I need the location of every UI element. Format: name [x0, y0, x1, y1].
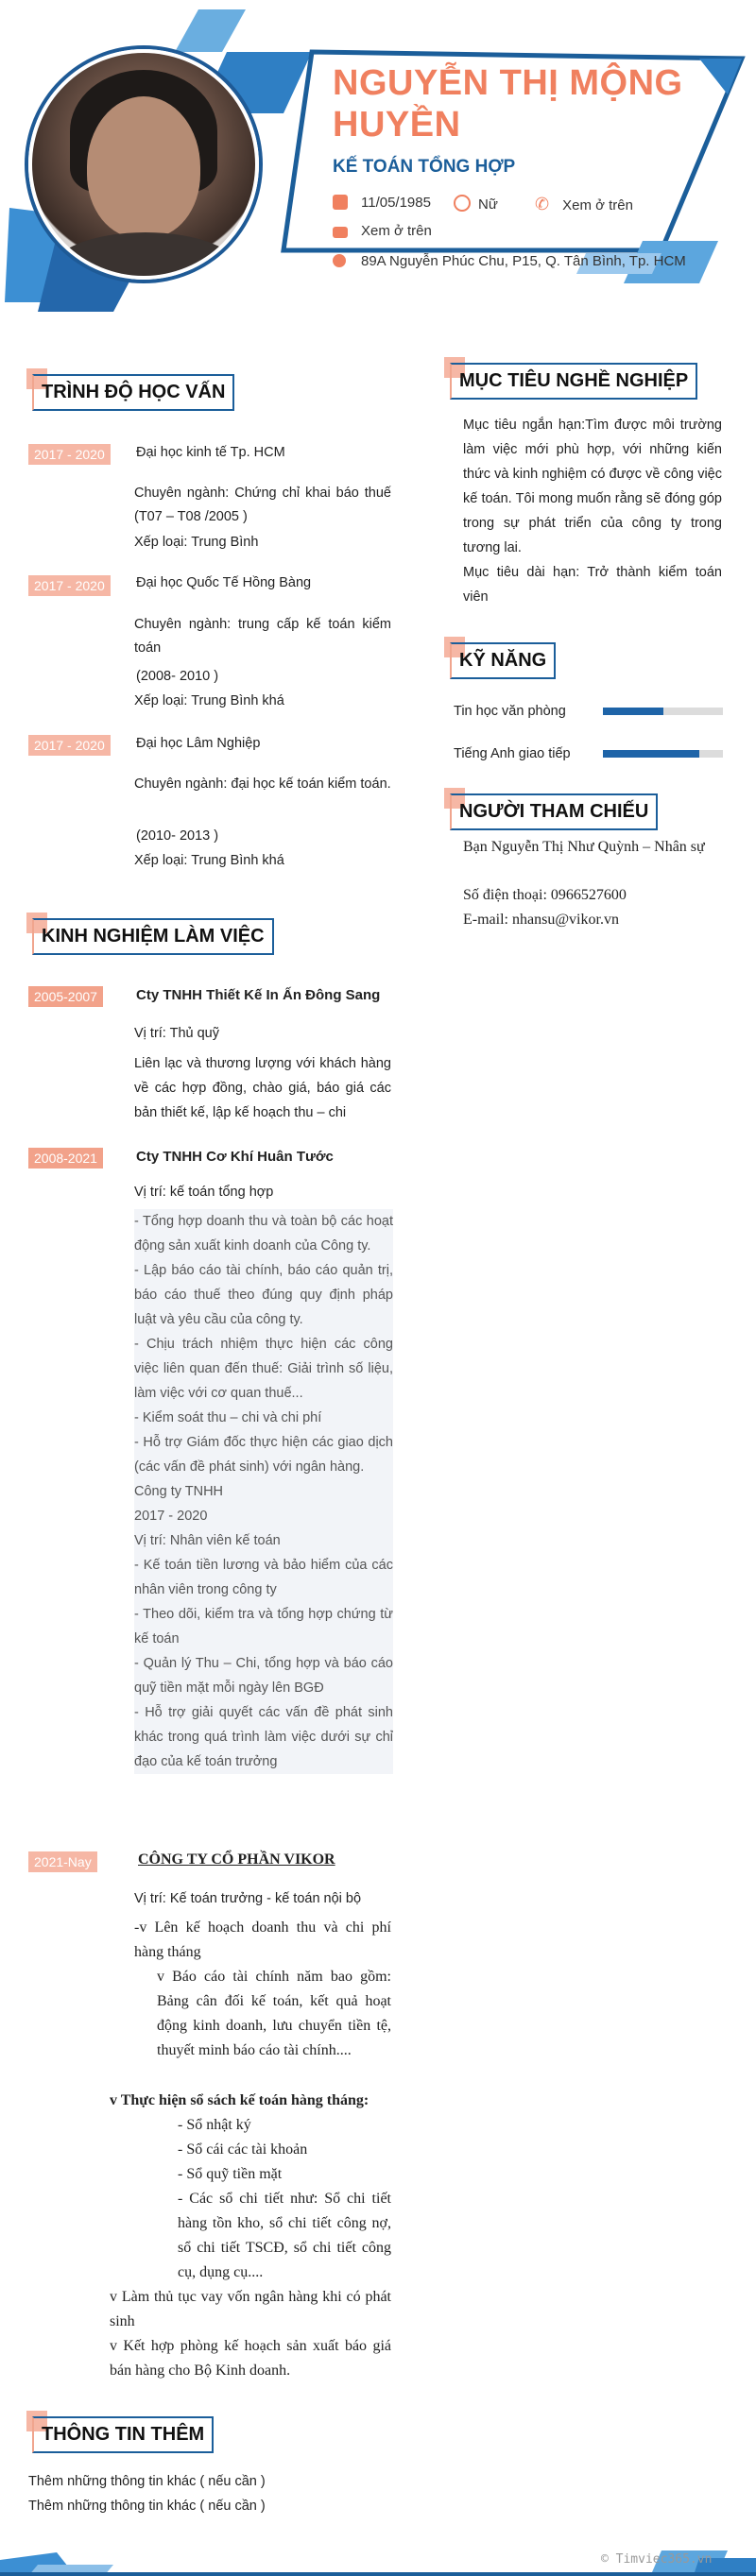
phone-icon: ✆	[535, 195, 550, 213]
location-icon	[333, 254, 346, 267]
objective-short: Mục tiêu ngắn hạn:Tìm được môi trường làm việc mới phù hợp, với những kiến thức và kinh nghiệm có được về công việc kế toán. Tôi mong muốn rằng sẽ đóng góp trong sự phát triển của công ty trong tương lai.	[463, 418, 722, 555]
job3-position: Vị trí: Kế toán trưởng - kế toán nội bộ	[134, 1891, 362, 1906]
email-icon	[333, 227, 348, 238]
skill-2-name: Tiếng Anh giao tiếp	[454, 746, 571, 761]
birthday-row	[333, 195, 431, 211]
candidate-name: NGUYỄN THỊ MỘNG HUYỀN	[333, 63, 683, 145]
job3-item3: v Thực hiện sổ sách kế toán hàng tháng:	[110, 2092, 369, 2108]
reference-phone: Số điện thoại: 0966527600	[463, 887, 627, 903]
job3-sub3: - Sổ quỹ tiền mặt	[178, 2166, 283, 2182]
skill-2-bar	[603, 750, 723, 758]
more-line-2: Thêm những thông tin khác ( nếu cần )	[28, 2499, 266, 2514]
job2-line: - Kiểm soát thu – chi và chi phí	[134, 1410, 322, 1425]
edu1-date: 2017 - 2020	[28, 444, 111, 465]
job3-item1: -v Lên kế hoạch doanh thu và chi phí hàng tháng	[134, 1919, 391, 1960]
job1-date: 2005-2007	[28, 986, 103, 1007]
job2-company: Cty TNHH Cơ Khí Huân Tước	[136, 1149, 334, 1165]
edu2-major: Chuyên ngành: trung cấp kế toán kiểm toán	[134, 617, 391, 656]
gender-icon	[454, 195, 471, 212]
edu2-school: Đại học Quốc Tế Hồng Bàng	[136, 575, 312, 590]
job2-position: Vị trí: kế toán tổng hợp	[134, 1185, 274, 1200]
more-line-1: Thêm những thông tin khác ( nếu cần )	[28, 2474, 266, 2489]
job2-line: - Quản lý Thu – Chi, tổng hợp và báo cáo quỹ tiền mặt mỗi ngày lên BGĐ	[134, 1656, 393, 1696]
job2-date: 2008-2021	[28, 1148, 103, 1169]
edu2-date: 2017 - 2020	[28, 575, 111, 596]
skill-1-bar	[603, 708, 723, 715]
job3-item4: v Làm thủ tục vay vốn ngân hàng khi có phát sinh	[110, 2289, 391, 2329]
email: Xem ở trên	[361, 223, 432, 239]
gender: Nữ	[478, 196, 498, 213]
gender-row	[454, 195, 498, 213]
skill-1-name: Tin học văn phòng	[454, 704, 566, 719]
job3-sub2: - Sổ cái các tài khoản	[178, 2141, 308, 2158]
job3-date: 2021-Nay	[28, 1851, 97, 1872]
job2-line: - Chịu trách nhiệm thực hiện các công việc liên quan đến thuế: Giải trình số liệu, làm việc với cơ quan thuế...	[134, 1337, 393, 1401]
edu1-major: Chuyên ngành: Chứng chỉ khai báo thuế (T07 – T08 /2005 )	[134, 486, 391, 524]
skill-2-fill	[603, 750, 699, 758]
edu3-grade: Xếp loại: Trung Bình khá	[134, 853, 284, 868]
job2-line: Vị trí: Nhân viên kế toán	[134, 1533, 281, 1548]
calendar-icon	[333, 195, 348, 210]
edu3-school: Đại học Lâm Nghiệp	[136, 736, 261, 751]
job3-item2: v Báo cáo tài chính năm bao gồm: Bảng cân đối kế toán, kết quả hoạt động kinh doanh, lưu chuyển tiền tệ, thuyết minh báo cáo tài chính....	[157, 1969, 391, 2058]
objective-long: Mục tiêu dài hạn: Trở thành kiểm toán viên	[463, 565, 722, 605]
email-row	[333, 223, 432, 239]
job2-line: - Kế toán tiền lương và bảo hiểm của các nhân viên trong công ty	[134, 1558, 393, 1597]
address-row	[333, 253, 686, 269]
job1-desc: Liên lạc và thương lượng với khách hàng về các hợp đồng, chào giá, báo giá các bản thiết kế, lập kế hoạch thu – chi	[134, 1056, 391, 1120]
job1-company: Cty TNHH Thiết Kế In Ấn Đông Sang	[136, 987, 381, 1003]
job3-sub1: - Sổ nhật ký	[178, 2117, 251, 2133]
reference-name: Bạn Nguyễn Thị Như Quỳnh – Nhân sự	[463, 839, 705, 855]
watermark: © Timviec365.vn	[601, 2552, 713, 2567]
edu2-period: (2008- 2010 )	[136, 669, 219, 684]
edu3-major: Chuyên ngành: đại học kế toán kiểm toán.	[134, 776, 391, 792]
birthday: 11/05/1985	[361, 195, 431, 211]
skill-1-fill	[603, 708, 663, 715]
job2-line: - Theo dõi, kiểm tra và tổng hợp chứng từ kế toán	[134, 1607, 393, 1646]
job2-line: Công ty TNHH	[134, 1484, 224, 1499]
job3-company: CÔNG TY CỔ PHẦN VIKOR	[138, 1851, 335, 1868]
reference-email: E-mail: nhansu@vikor.vn	[463, 912, 619, 928]
job2-details	[134, 1209, 393, 1774]
job3-item5: v Kết hợp phòng kế hoạch sản xuất báo giá bán hàng cho Bộ Kinh doanh.	[110, 2338, 391, 2379]
job2-line: - Hỗ trợ giải quyết các vấn đề phát sinh khác trong quá trình làm việc dưới sự chỉ đạo của kế toán trưởng	[134, 1705, 393, 1769]
edu3-period: (2010- 2013 )	[136, 828, 219, 844]
job2-line: - Hỗ trợ Giám đốc thực hiện các giao dịch (các vấn đề phát sinh) với ngân hàng.	[134, 1435, 393, 1475]
edu1-school: Đại học kinh tế Tp. HCM	[136, 445, 285, 460]
profile-photo	[28, 49, 259, 280]
job2-line: 2017 - 2020	[134, 1509, 208, 1524]
address: 89A Nguyễn Phúc Chu, P15, Q. Tân Bình, Tp. HCM	[361, 253, 686, 269]
job3-sub4: - Các sổ chi tiết như: Sổ chi tiết hàng tồn kho, sổ chi tiết công nợ, sổ chi tiết TSCĐ, sổ chi tiết công cụ, dụng cụ....	[178, 2191, 391, 2280]
job1-position: Vị trí: Thủ quỹ	[134, 1026, 219, 1041]
phone-row	[535, 195, 633, 214]
job-title: KẾ TOÁN TỔNG HỢP	[333, 157, 516, 177]
edu1-grade: Xếp loại: Trung Bình	[134, 535, 259, 550]
job2-line: - Tổng hợp doanh thu và toàn bộ các hoạt động sản xuất kinh doanh của Công ty.	[134, 1214, 393, 1254]
job2-line: - Lập báo cáo tài chính, báo cáo quản trị, báo cáo thuế theo đúng quy định pháp luật và yêu cầu của công ty.	[134, 1263, 393, 1327]
edu3-date: 2017 - 2020	[28, 735, 111, 756]
phone: Xem ở trên	[562, 197, 633, 213]
edu2-grade: Xếp loại: Trung Bình khá	[134, 693, 284, 708]
